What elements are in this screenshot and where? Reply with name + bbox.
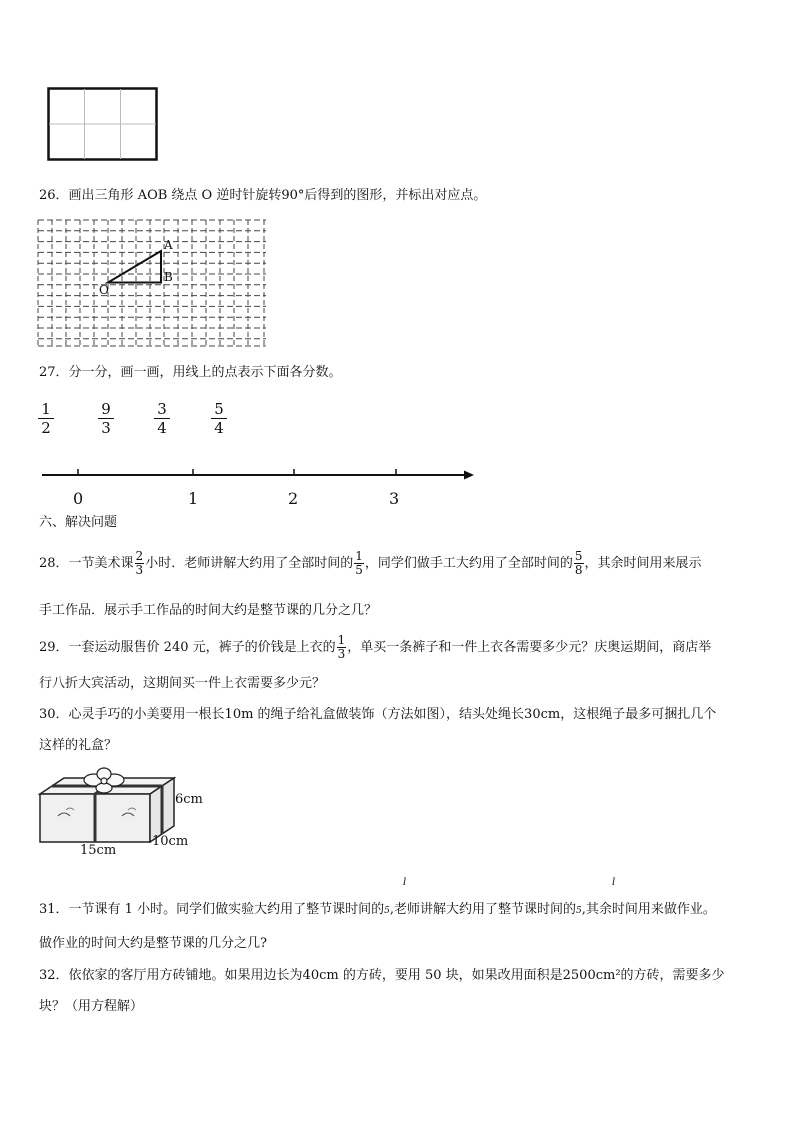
fraction-1-3 [337,634,347,661]
q28-text-part-2: 小时．老师讲解大约用了全部时间的 [145,556,354,571]
question-27-text: 27．分一分，画一画，用线上的点表示下面各分数。 [39,365,342,380]
q31-fraction-1-numerator: l [403,877,407,888]
fraction-denominator: 5 [355,563,363,577]
question-31-line-2: 做作业的时间大约是整节课的几分之几? [39,936,267,951]
dimension-length-label: 15cm [80,843,117,858]
fraction-numerator: 1 [337,633,346,647]
fraction-numerator: 2 [135,549,144,563]
question-31-line-1 [39,901,716,920]
section-6-heading: 六、解决问题 [39,515,118,530]
q29-text-part-1: 29．一套运动服售价 240 元，裤子的价钱是上衣的 [39,640,336,655]
q31-fraction-2-denominator: 5 [575,906,582,916]
dimension-height-label: 6cm [175,792,203,807]
q31-text-part-3: ,其余时间用来做作业。 [581,902,716,917]
fraction-numerator: 9 [101,400,111,418]
fraction-denominator: 8 [574,563,583,577]
fraction-9-3 [98,400,114,437]
question-26-text: 26．画出三角形 AOB 绕点 O 逆时针旋转90°后得到的图形，并标出对应点。 [39,188,487,203]
fraction-denominator: 4 [211,418,227,437]
axis-label-2: 2 [288,489,299,508]
q28-text-part-3: ，同学们做手工大约用了全部时间的 [364,556,573,571]
q31-text-part-2: ,老师讲解大约用了整节课时间的 [389,902,576,917]
fraction-1-5 [354,550,364,577]
q31-fraction-2-numerator: l [612,877,616,888]
label-point-b: B [164,270,173,284]
fraction-denominator: 3 [98,418,114,437]
rotation-grid [36,218,270,350]
axis-label-0: 0 [73,489,84,508]
question-29-line-1 [39,632,711,664]
fraction-5-8 [574,550,584,577]
top-grid-figure [47,87,159,162]
number-line [38,464,478,484]
fraction-2-3 [135,550,145,577]
q29-text-part-2: ，单买一条裤子和一件上衣各需要多少元？庆奥运期间，商店举 [347,640,712,655]
triangle-aob [108,251,161,283]
question-28-line-1 [39,548,702,580]
question-28-line-2: 手工作品．展示手工作品的时间大约是整节课的几分之几？ [39,603,378,618]
axis-label-1: 1 [188,489,199,508]
q31-text-part-1: 31．一节课有 1 小时。同学们做实验大约用了整节课时间的 [39,902,385,917]
fraction-5-4 [211,400,227,437]
fraction-numerator: 5 [214,400,224,418]
q28-text-part-4: ，其余时间用来展示 [584,556,702,571]
question-32-line-2: 块？（用方程解） [39,999,144,1014]
fraction-numerator: 3 [157,400,167,418]
fraction-denominator: 4 [154,418,170,437]
label-point-a: A [164,238,173,252]
fraction-denominator: 3 [337,647,346,661]
q28-text-part-1: 28．一节美术课 [39,556,134,571]
question-30-line-1: 30．心灵手巧的小美要用一根长10m 的绳子给礼盒做装饰（方法如图），结头处绳长30cm，这根绳子最多可捆扎几个 [39,707,717,722]
fraction-numerator: 5 [574,549,583,563]
fraction-1-2 [38,400,54,437]
dimension-width-label: 10cm [152,834,189,849]
fraction-3-4 [154,400,170,437]
question-29-line-2: 行八折大宾活动，这期间买一件上衣需要多少元？ [39,676,326,691]
question-32-line-1: 32．依依家的客厅用方砖铺地。如果用边长为40cm 的方砖，要用 50 块，如果改用面积是2500cm²的方砖，需要多少 [39,968,725,983]
question-30-line-2: 这样的礼盒？ [39,738,118,753]
q31-fraction-1-denominator: 5 [384,906,390,916]
label-point-o: O [99,283,109,297]
fraction-denominator: 3 [135,563,144,577]
fraction-numerator: 1 [41,400,51,418]
fraction-numerator: 1 [355,549,363,563]
axis-label-3: 3 [389,489,400,508]
fraction-denominator: 2 [38,418,54,437]
